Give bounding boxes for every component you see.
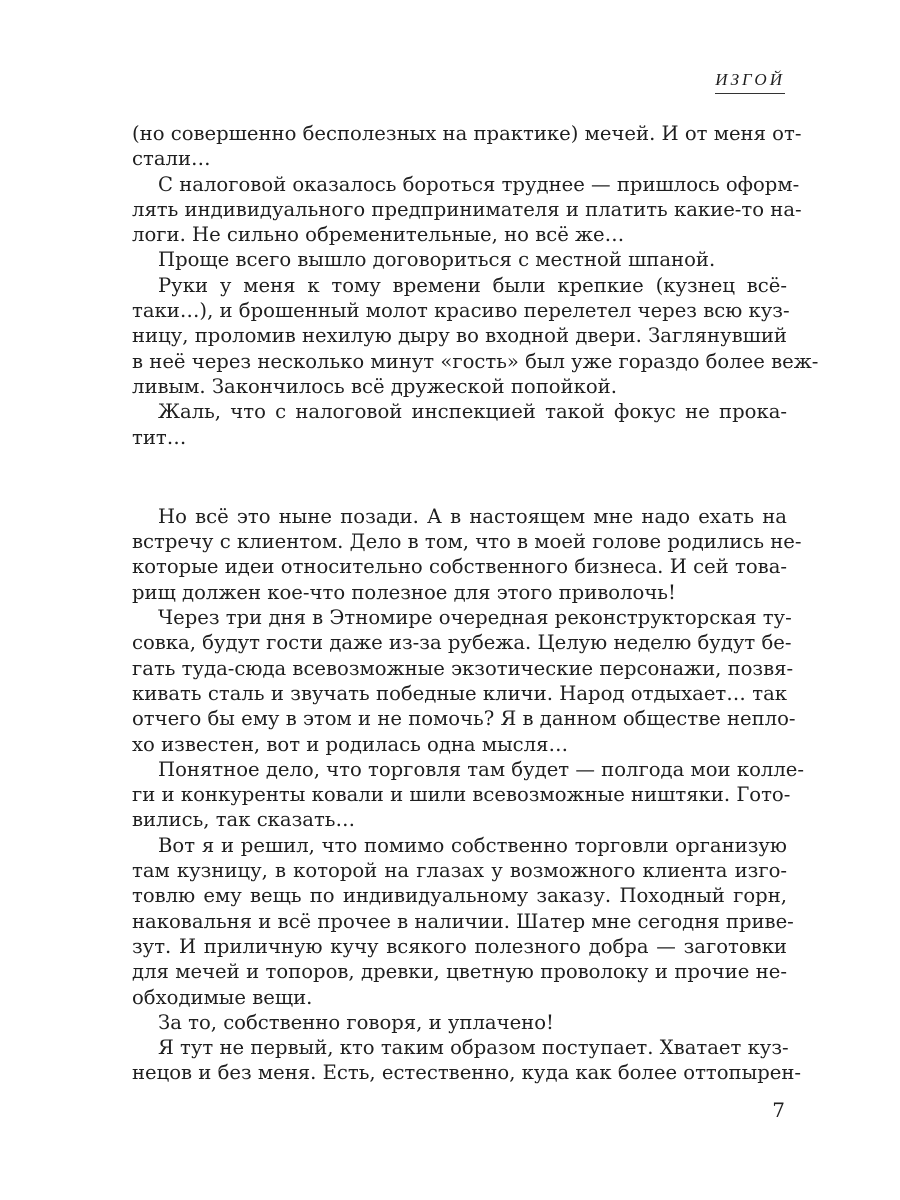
- text-line: рищ должен кое-что полезное для этого приволочь!: [132, 580, 676, 604]
- text-line: там кузницу, в которой на глазах у возможного клиента изго-: [132, 859, 787, 883]
- text-line: Жаль, что с налоговой инспекцией такой фокус не прока-: [158, 400, 787, 424]
- text-line: ги и конкуренты ковали и шили всевозможные ништяки. Гото-: [132, 783, 791, 807]
- text-line: Руки у меня к тому времени были крепкие (кузнец всё-: [158, 273, 787, 297]
- text-line: лять индивидуального предпринимателя и платить какие-то на-: [132, 197, 802, 221]
- running-head: ИЗГОЙ: [715, 70, 785, 94]
- text-line: Вот я и решил, что помимо собственно торговли организую: [158, 833, 787, 857]
- text-line: ницу, проломив нехилую дыру во входной двери. Заглянувший: [132, 324, 787, 348]
- text-line: совка, будут гости даже из-за рубежа. Целую неделю будут бе-: [132, 631, 792, 655]
- text-line: Но всё это ныне позади. А в настоящем мне надо ехать на: [158, 504, 787, 528]
- text-line: товлю ему вещь по индивидуальному заказу. Походный горн,: [132, 884, 787, 908]
- text-line: которые идеи относительно собственного бизнеса. И сей това-: [132, 555, 787, 579]
- text-line: (но совершенно бесполезных на практике) мечей. И от меня от-: [132, 122, 802, 145]
- section-break: [132, 450, 787, 504]
- text-line: гать туда-сюда всевозможные экзотические персонажи, позвя-: [132, 656, 794, 680]
- text-line: вились, так сказать…: [132, 808, 356, 832]
- text-line: логи. Не сильно обременительные, но всё же…: [132, 223, 625, 247]
- text-line: хо известен, вот и родилась одна мысля…: [132, 732, 569, 756]
- text-line: Через три дня в Этномире очередная реконструкторская ту-: [158, 606, 792, 630]
- text-line: За то, собственно говоря, и уплачено!: [158, 1010, 554, 1034]
- text-line: ливым. Закончилось всё дружеской попойкой.: [132, 374, 617, 398]
- page-number: 7: [772, 1098, 785, 1122]
- text-line: кивать сталь и звучать победные кличи. Народ отдыхает… так: [132, 681, 787, 705]
- text-line: Я тут не первый, кто таким образом поступает. Хватает куз-: [158, 1036, 789, 1060]
- text-line: стали…: [132, 147, 211, 171]
- text-line: таки…), и брошенный молот красиво перелетел через всю куз-: [132, 299, 790, 323]
- text-line: встречу с клиентом. Дело в том, что в моей голове родились не-: [132, 530, 802, 554]
- text-line: в неё через несколько минут «гость» был уже гораздо более веж-: [132, 349, 819, 373]
- text-block-1: [132, 121, 819, 450]
- text-block-2: [132, 504, 804, 1086]
- text-line: нецов и без меня. Есть, естественно, куда как более оттопырен-: [132, 1061, 802, 1085]
- text-line: тит…: [132, 425, 187, 449]
- text-line: обходимые вещи.: [132, 985, 313, 1009]
- text-line: для мечей и топоров, древки, цветную проволоку и прочие не-: [132, 960, 787, 984]
- text-line: отчего бы ему в этом и не помочь? Я в данном обществе непло-: [132, 707, 796, 731]
- text-line: Понятное дело, что торговля там будет — полгода мои колле-: [158, 757, 804, 781]
- text-line: С налоговой оказалось бороться труднее — пришлось оформ-: [158, 172, 800, 196]
- page-body: [132, 121, 819, 1086]
- text-line: зут. И приличную кучу всякого полезного добра — заготовки: [132, 934, 787, 958]
- text-line: Проще всего вышло договориться с местной шпаной.: [158, 248, 716, 272]
- text-line: наковальня и всё прочее в наличии. Шатер мне сегодня приве-: [132, 909, 794, 933]
